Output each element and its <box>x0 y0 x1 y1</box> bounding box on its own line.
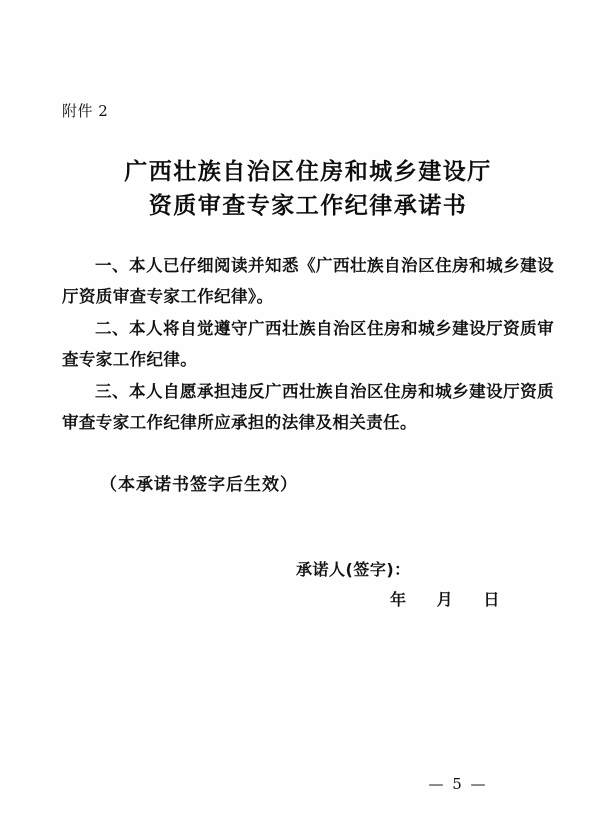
paragraph-3: 三、本人自愿承担违反广西壮族自治区住房和城乡建设厅资质审查专家工作纪律所应承担的法律及相关责任。 <box>62 382 554 432</box>
title-line-2: 资质审查专家工作纪律承诺书 <box>148 193 468 219</box>
title-line-1: 广西壮族自治区住房和城乡建设厅 <box>124 159 492 185</box>
paragraph-1: 一、本人已仔细阅读并知悉《广西壮族自治区住房和城乡建设厅资质审查专家工作纪律》。 <box>62 256 554 306</box>
page-number: — 5 — <box>428 775 488 793</box>
attachment-label: 附件 2 <box>62 102 109 120</box>
document-title <box>0 155 616 223</box>
date-year: 年 <box>390 590 407 609</box>
signature-label: 承诺人(签字)： <box>296 560 411 579</box>
date-month: 月 <box>436 590 454 609</box>
signature-block <box>0 555 616 615</box>
paragraph-2: 二、本人将自觉遵守广西壮族自治区住房和城乡建设厅资质审查专家工作纪律。 <box>62 319 554 369</box>
effect-note: （本承诺书签字后生效） <box>100 475 298 495</box>
document-body <box>62 250 554 439</box>
date-line <box>0 585 616 615</box>
date-day: 日 <box>483 590 500 609</box>
